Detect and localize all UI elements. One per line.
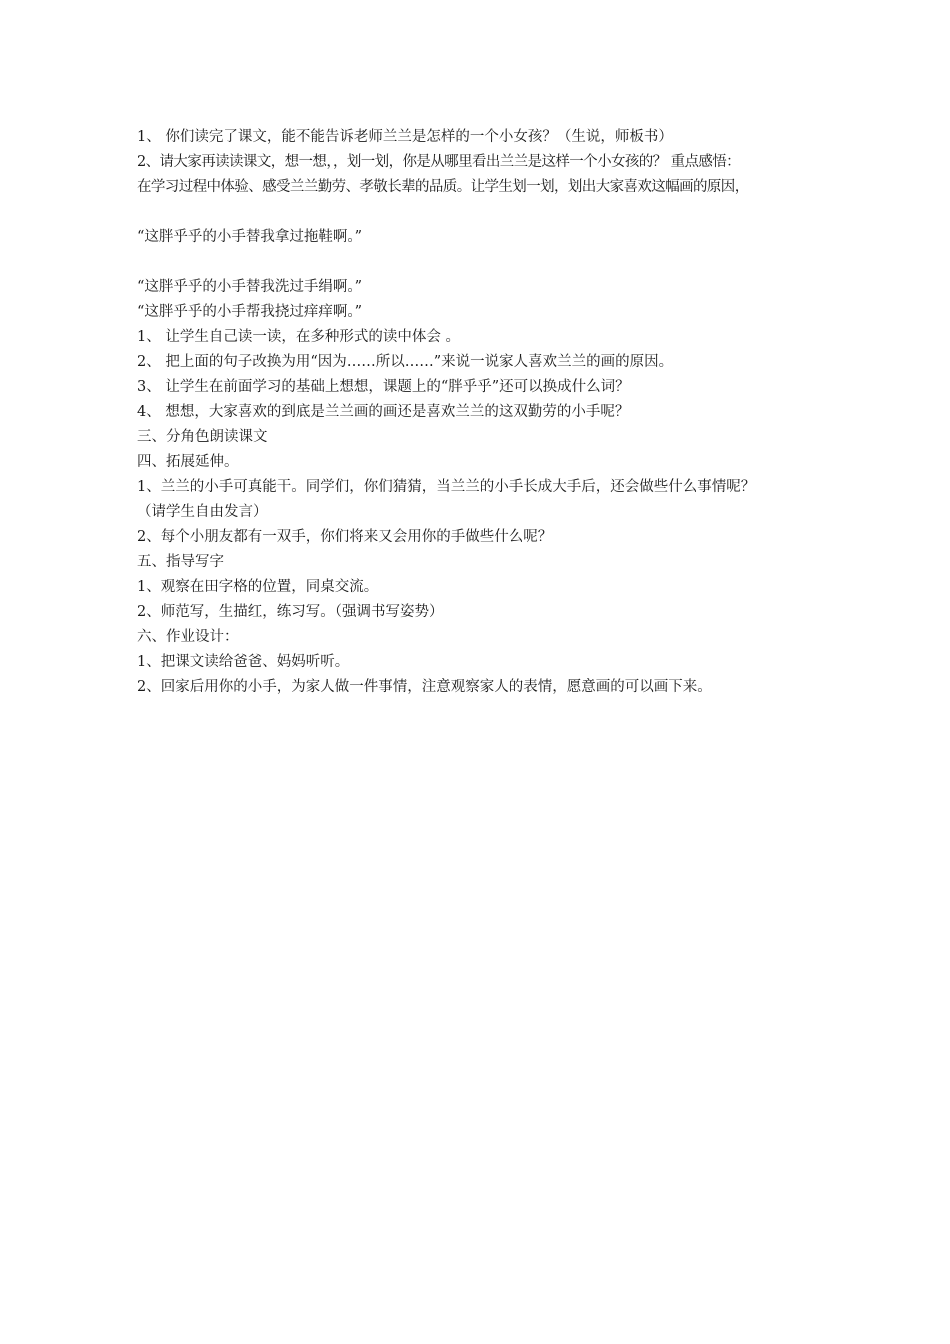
text-line: 2、 把上面的句子改换为用“因为……所以……”来说一说家人喜欢兰兰的画的原因。 [137, 354, 674, 370]
quote-line: “这胖乎乎的小手替我拿过拖鞋啊。” [137, 229, 363, 245]
text-line: 1、把课文读给爸爸、妈妈听听。 [137, 654, 350, 670]
quote-line: “这胖乎乎的小手帮我挠过痒痒啊。” [137, 304, 363, 320]
section-heading: 三、分角色朗读课文 [137, 429, 268, 445]
text-line: 2、回家后用你的小手，为家人做一件事情，注意观察家人的表情，愿意画的可以画下来。 [137, 679, 712, 695]
text-line: 2、请大家再读读课文，想一想，，划一划，你是从哪里看出兰兰是这样一个小女孩的？ 重点感悟： [137, 154, 741, 170]
section-heading: 六、作业设计： [137, 629, 239, 645]
blank-line [137, 200, 857, 225]
blank-line [137, 250, 857, 275]
text-line: 2、师范写，生描红，练习写。（强调书写姿势） [137, 604, 444, 620]
quote-line: “这胖乎乎的小手替我洗过手绢啊。” [137, 279, 363, 295]
text-line: 1、观察在田字格的位置，同桌交流。 [137, 579, 379, 595]
text-line: 在学习过程中体验、感受兰兰勤劳、孝敬长辈的品质。让学生划一划，划出大家喜欢这幅画的原因， [137, 179, 749, 195]
text-line: 1、兰兰的小手可真能干。同学们，你们猜猜，当兰兰的小手长成大手后，还会做些什么事情呢？ [137, 479, 756, 495]
text-line: 1、 你们读完了课文，能不能告诉老师兰兰是怎样的一个小女孩？（生说，师板书） [137, 129, 673, 145]
text-line: 4、 想想，大家喜欢的到底是兰兰画的画还是喜欢兰兰的这双勤劳的小手呢？ [137, 404, 630, 420]
section-heading: 四、拓展延伸。 [137, 454, 239, 470]
text-line: 3、 让学生在前面学习的基础上想想，课题上的“胖乎乎”还可以换成什么词？ [137, 379, 630, 395]
document-body [137, 125, 857, 700]
section-heading: 五、指导写字 [137, 554, 224, 570]
text-line: 2、每个小朋友都有一双手，你们将来又会用你的手做些什么呢？ [137, 529, 553, 545]
text-line: 1、 让学生自己读一读，在多种形式的读中体会 。 [137, 329, 460, 345]
text-line: （请学生自由发言） [137, 504, 268, 520]
